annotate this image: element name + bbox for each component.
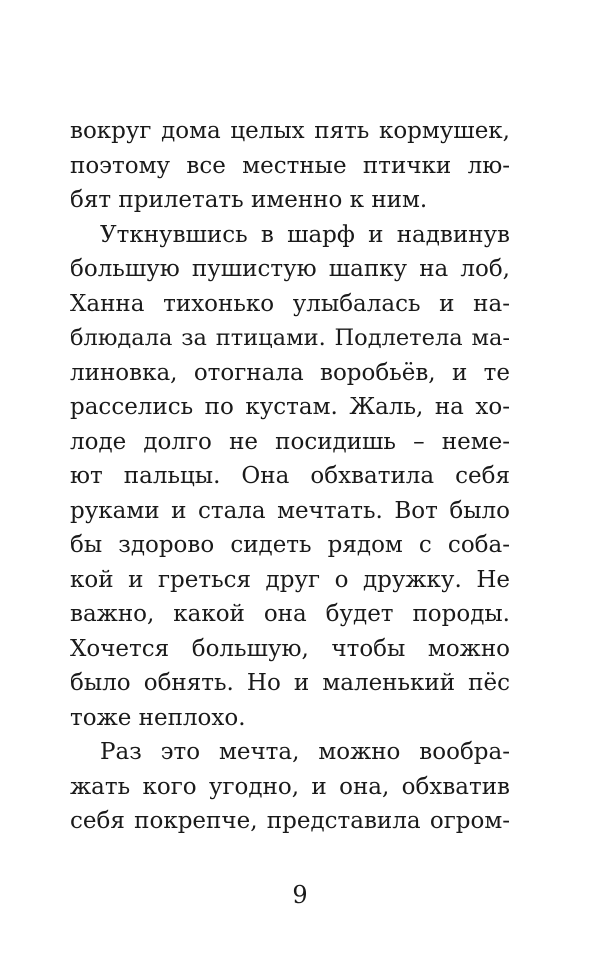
text-line: руками и стала мечтать. Вот было (70, 497, 510, 524)
text-line: Раз это мечта, можно вообра- (100, 739, 510, 765)
text-line: жать кого угодно, и она, обхватив (70, 773, 510, 800)
text-line: бы здорово сидеть рядом с соба- (70, 532, 510, 558)
page-number: 9 (292, 881, 308, 909)
text-line: Хочется большую, чтобы можно (70, 635, 510, 662)
text-line: кой и греться друг о дружку. Не (70, 566, 510, 593)
text-line: расселись по кустам. Жаль, на хо- (70, 394, 510, 420)
text-line: поэтому все местные птички лю- (70, 152, 510, 179)
text-line: Ханна тихонько улыбалась и на- (70, 290, 510, 317)
text-line: вокруг дома целых пять кормушек, (70, 118, 510, 144)
text-line: большую пушистую шапку на лоб, (70, 256, 510, 282)
text-line: тоже неплохо. (70, 704, 246, 731)
text-line: линовка, отогнала воробьёв, и те (70, 359, 510, 386)
text-line: лоде долго не посидишь – неме- (70, 428, 510, 455)
text-line: себя покрепче, представила огром- (70, 808, 510, 834)
text-line: Уткнувшись в шарф и надвинув (100, 221, 510, 248)
text-line: важно, какой она будет породы. (70, 601, 510, 627)
body-text (70, 114, 510, 839)
text-line: было обнять. Но и маленький пёс (70, 670, 510, 696)
text-line: блюдала за птицами. Подлетела ма- (70, 325, 510, 351)
text-line: бят прилетать именно к ним. (70, 187, 428, 213)
text-line: ют пальцы. Она обхватила себя (70, 463, 510, 489)
